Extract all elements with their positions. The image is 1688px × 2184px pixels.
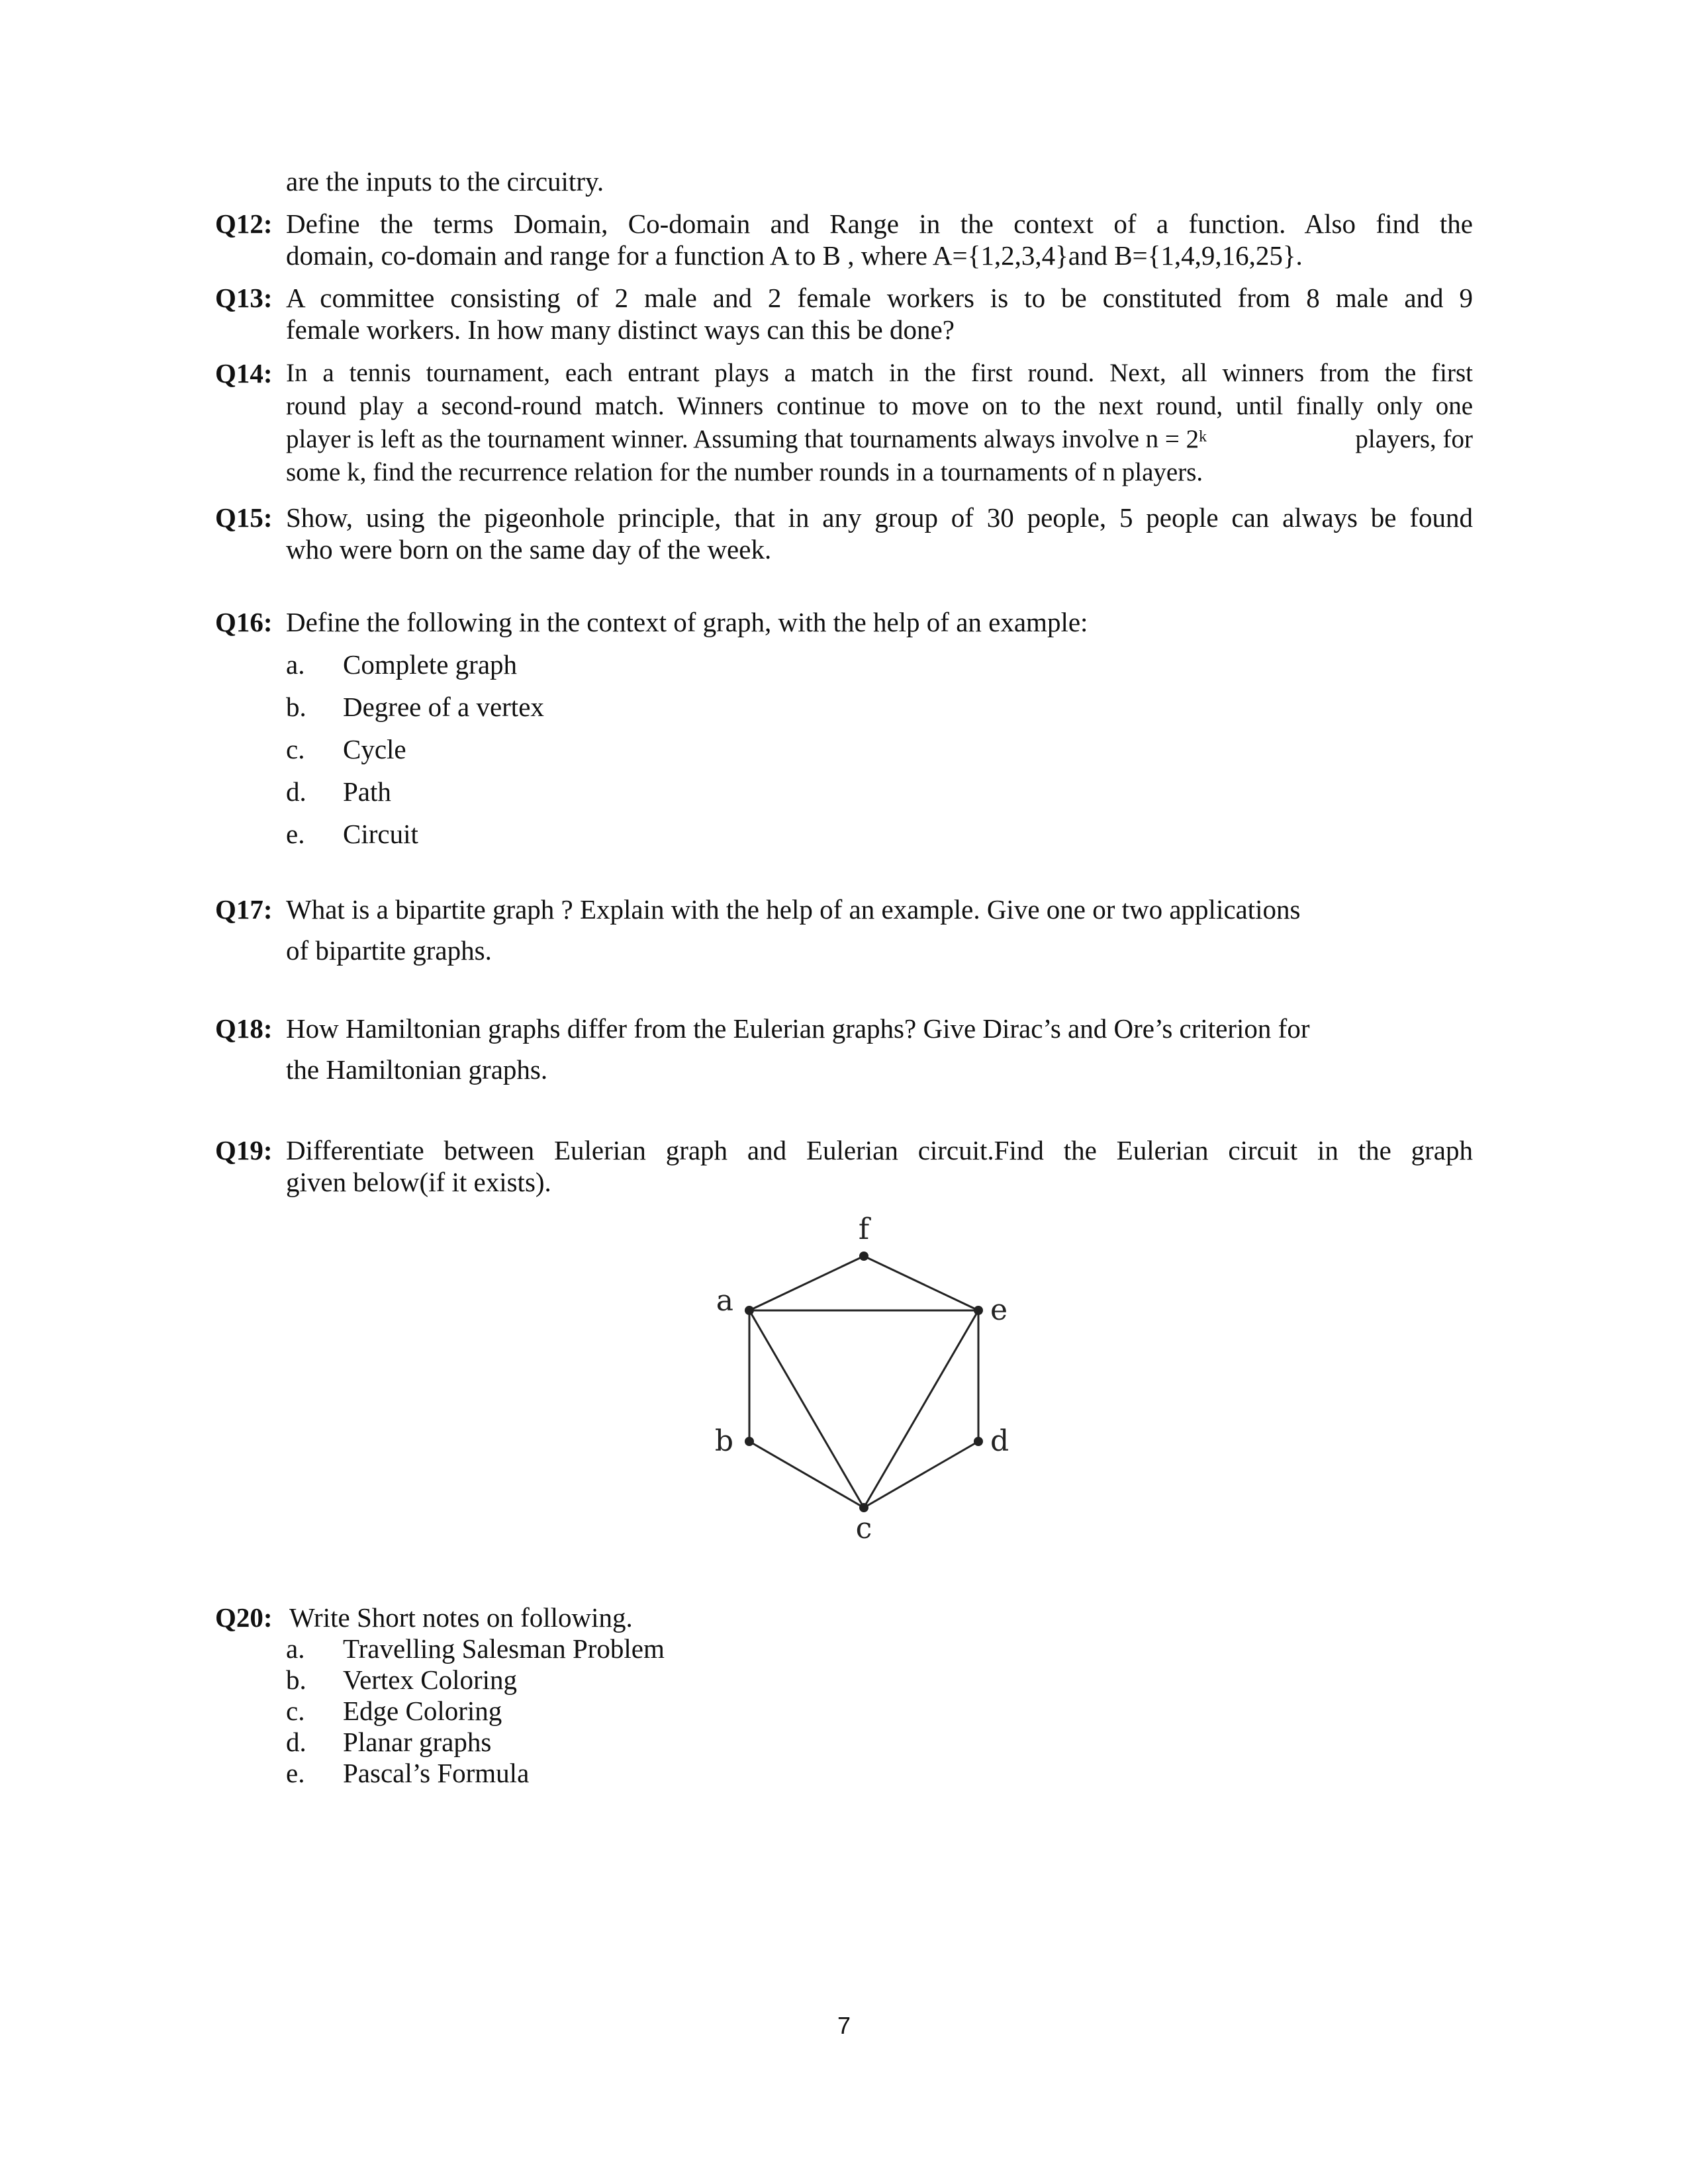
q14-line3-part1: player is left as the tournament winner. Assuming that tournaments always involve $n = 2^k$: [286, 425, 1207, 453]
continuation-text: are the inputs to the circuitry.: [286, 166, 604, 197]
vertex-label-a: a: [716, 1284, 733, 1318]
vertex-label-c: c: [855, 1512, 872, 1545]
page-number: 7: [837, 2012, 851, 2039]
q20-item-e: Pascal’s Formula: [343, 1758, 530, 1788]
q16-item-d: Path: [343, 776, 391, 807]
q20-item-b-letter: b.: [286, 1664, 306, 1695]
q20-item-c-letter: c.: [286, 1696, 305, 1726]
q18-label: Q18:: [215, 1013, 273, 1044]
edge-e-c: [864, 1310, 978, 1508]
vertex-label-b: b: [714, 1424, 733, 1458]
q20-item-d: Planar graphs: [343, 1727, 492, 1757]
q16-item-b: Degree of a vertex: [343, 692, 544, 722]
q16-item-e: Circuit: [343, 819, 418, 849]
q16-item-e-letter: e.: [286, 819, 305, 849]
q13-line1: A committee consisting of 2 male and 2 female workers is to be constituted from 8 male and 9: [286, 283, 1473, 313]
q16-item-c-letter: c.: [286, 734, 305, 764]
vertex-d: [974, 1437, 983, 1446]
q13-line2: female workers. In how many distinct ways can this be done?: [286, 314, 955, 345]
q19-line2: given below(if it exists).: [286, 1167, 551, 1197]
q20-item-c: Edge Coloring: [343, 1696, 502, 1726]
q14-line4: some k, find the recurrence relation for the number rounds in a tournaments of n players.: [286, 458, 1203, 486]
edge-d-c: [864, 1441, 978, 1508]
q14-label: Q14:: [215, 358, 273, 388]
q16-item-d-letter: d.: [286, 776, 306, 807]
edge-f-e: [864, 1256, 978, 1310]
q15-label: Q15:: [215, 502, 273, 533]
q16-label: Q16:: [215, 607, 273, 637]
vertex-label-d: d: [990, 1424, 1009, 1458]
q20-item-a: Travelling Salesman Problem: [343, 1633, 665, 1664]
q19-label: Q19:: [215, 1135, 273, 1165]
vertex-e: [974, 1306, 983, 1315]
q14-line1: In a tennis tournament, each entrant plays a match in the first round. Next, all winners from the first: [286, 359, 1473, 387]
q17-line2: of bipartite graphs.: [286, 935, 492, 966]
q17-label: Q17:: [215, 894, 273, 925]
q20-line1: Write Short notes on following.: [289, 1602, 633, 1633]
q16-item-a: Complete graph: [343, 649, 518, 680]
q16-item-a-letter: a.: [286, 649, 305, 680]
q14-line3-part2: players, for: [1355, 425, 1473, 453]
q12-line2: domain, co-domain and range for a function A to B , where A={1,2,3,4}and B={1,4,9,16,25}.: [286, 240, 1303, 271]
q18-line2: the Hamiltonian graphs.: [286, 1054, 548, 1085]
q20-item-d-letter: d.: [286, 1727, 306, 1757]
q18-line1: How Hamiltonian graphs differ from the Eulerian graphs? Give Dirac’s and Ore’s criterion for: [286, 1013, 1310, 1044]
q16-item-c: Cycle: [343, 734, 406, 764]
q14-line2: round play a second-round match. Winners continue to move on to the next round, until finally only one: [286, 392, 1473, 420]
q14-line3: [286, 424, 1473, 455]
q16-item-b-letter: b.: [286, 692, 306, 722]
q20-item-b: Vertex Coloring: [343, 1664, 518, 1695]
vertex-c: [859, 1503, 868, 1512]
q12-label: Q12:: [215, 208, 273, 239]
q15-line1: Show, using the pigeonhole principle, that in any group of 30 people, 5 people can always be found: [286, 502, 1473, 533]
edge-b-c: [749, 1441, 864, 1508]
q20-item-e-letter: e.: [286, 1758, 305, 1788]
edge-a-f: [749, 1256, 864, 1310]
vertex-f: [859, 1251, 868, 1261]
q14-exponent: k: [1199, 428, 1207, 445]
vertex-label-e: e: [990, 1293, 1008, 1327]
eulerian-graph-figure: [702, 1211, 1009, 1555]
q16-line1: Define the following in the context of graph, with the help of an example:: [286, 607, 1088, 637]
q20-item-a-letter: a.: [286, 1633, 305, 1664]
q13-label: Q13:: [215, 283, 273, 313]
vertex-label-f: f: [858, 1212, 870, 1246]
q15-line2: who were born on the same day of the week.: [286, 534, 772, 565]
vertex-a: [745, 1306, 754, 1315]
q19-line1: Differentiate between Eulerian graph and Eulerian circuit.Find the Eulerian circuit in the graph: [286, 1135, 1473, 1165]
q17-line1: What is a bipartite graph ? Explain with the help of an example. Give one or two applications: [286, 894, 1301, 925]
q12-line1: Define the terms Domain, Co-domain and Range in the context of a function. Also find the: [286, 208, 1473, 239]
edge-a-c: [749, 1310, 864, 1508]
q20-label: Q20:: [215, 1602, 273, 1633]
vertex-b: [745, 1437, 754, 1446]
